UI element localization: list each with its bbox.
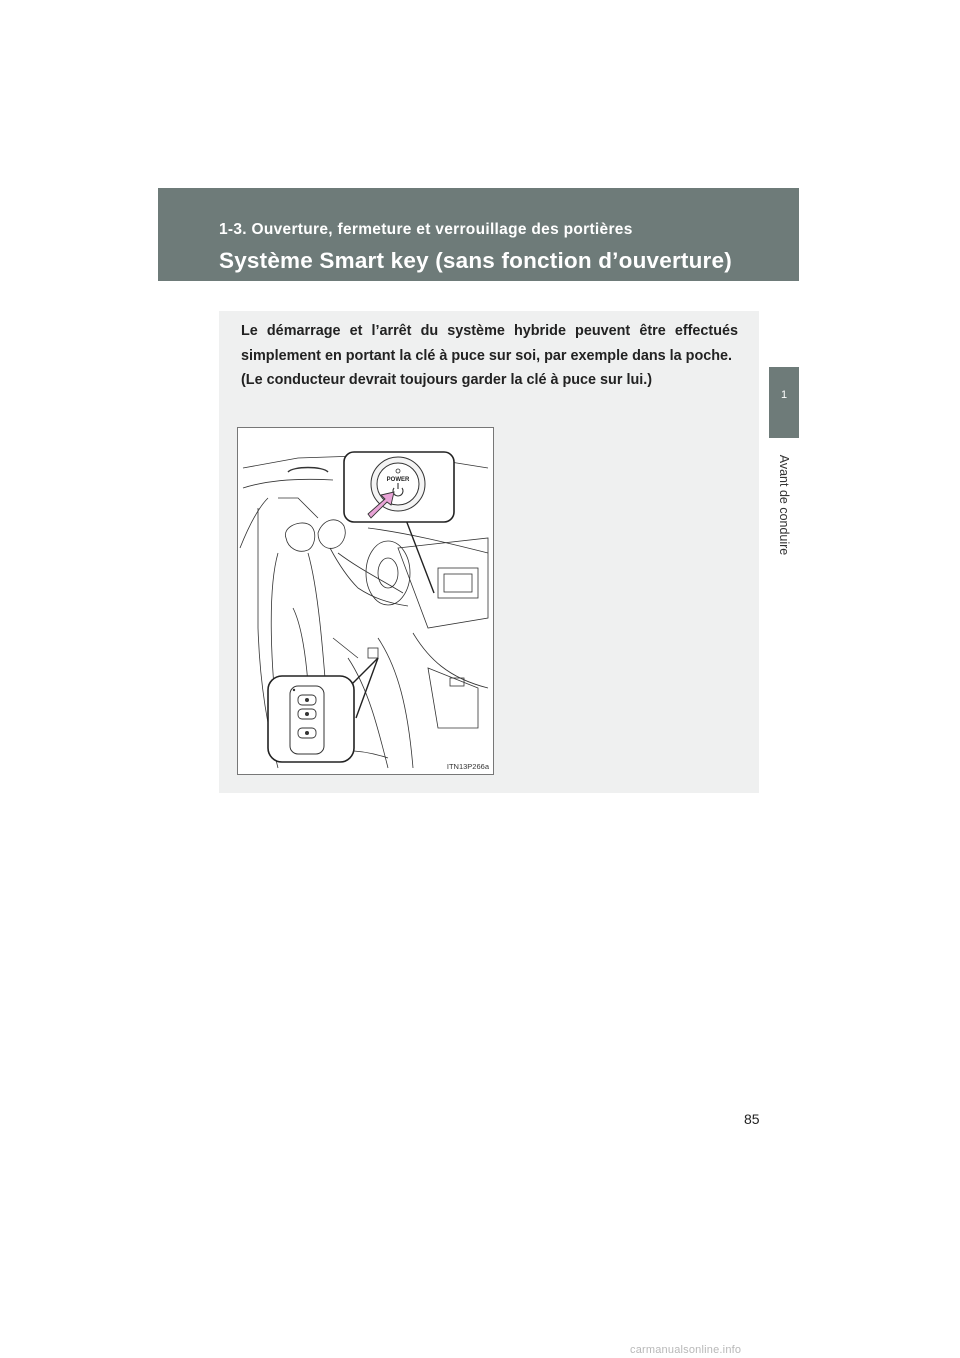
chapter-tab-label: Avant de conduire — [777, 454, 791, 556]
intro-note: (Le conducteur devrait toujours garder la clé à puce sur lui.) — [241, 372, 653, 388]
watermark: carmanualsonline.info — [630, 1344, 742, 1356]
page-title: Système Smart key (sans fonction d’ouverture) — [219, 248, 732, 273]
section-heading: 1-3. Ouverture, fermeture et verrouillage des portières — [219, 221, 633, 238]
chapter-tab — [769, 367, 799, 438]
intro-paragraph: Le démarrage et l’arrêt du système hybride peuvent être effectués simplement en portant la clé à puce sur soi, par exemple dans la poche. — [241, 323, 738, 364]
power-button-label: POWER — [386, 477, 410, 483]
figure-code: ITN13P266a — [446, 762, 489, 771]
chapter-tab-number: 1 — [780, 389, 788, 401]
content-panel — [219, 311, 759, 793]
page-number: 85 — [744, 1111, 760, 1127]
intro-text — [241, 319, 738, 393]
illustration — [237, 427, 494, 775]
car-interior-illustration — [238, 428, 494, 775]
